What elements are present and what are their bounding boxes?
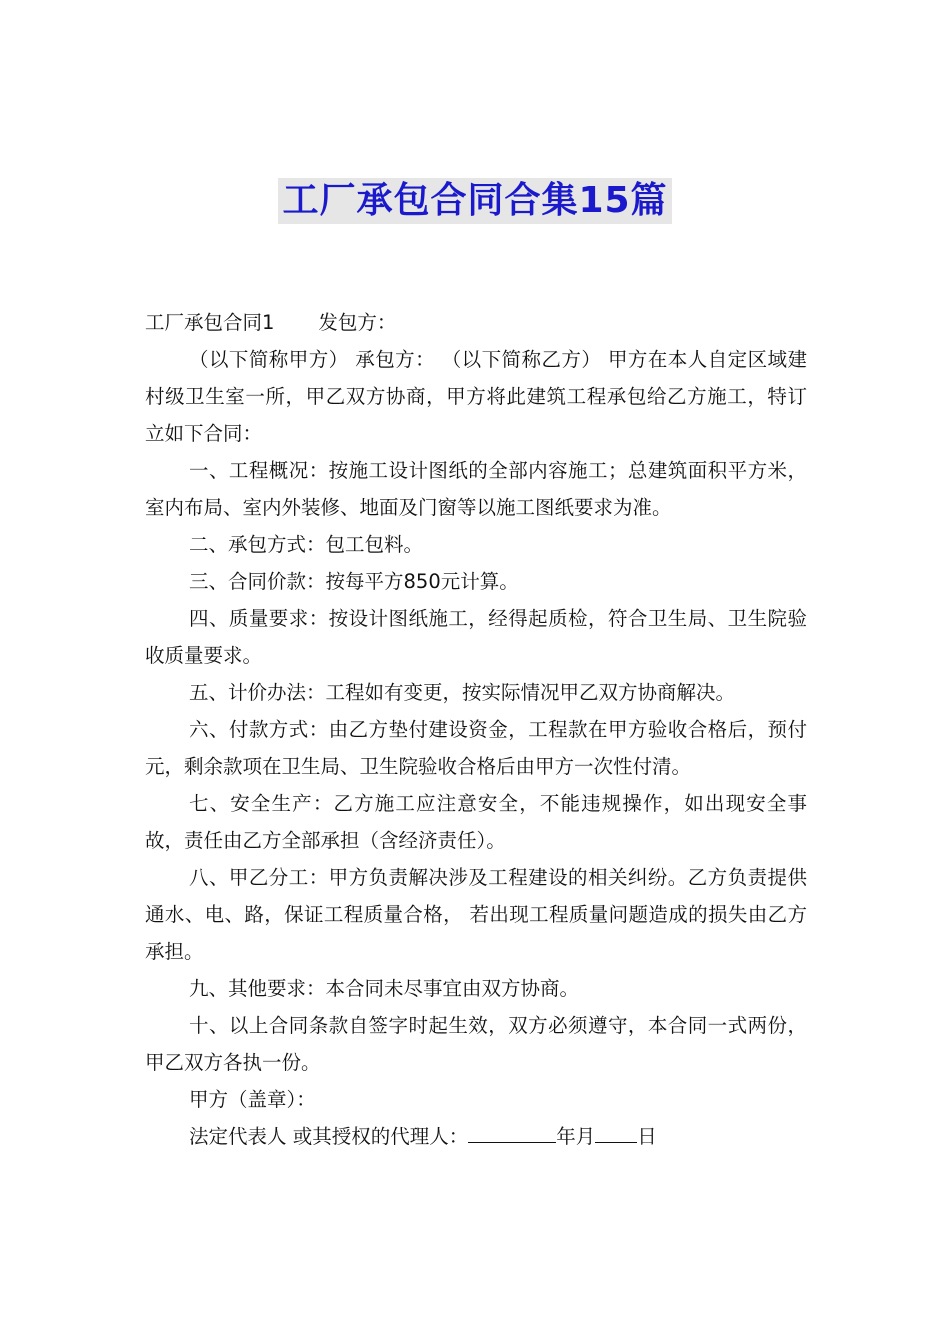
paragraph-clause-2: 二、承包方式：包工包料。 <box>189 533 424 556</box>
month-label: 年月 <box>556 1125 596 1148</box>
day-label: 日 <box>637 1125 657 1148</box>
paragraph-clause-3: 三、合同价款：按每平方850元计算。 <box>189 570 519 593</box>
heading-line <box>145 304 807 341</box>
paragraph-clause-6: 六、付款方式：由乙方垫付建设资金，工程款在甲方验收合格后，预付 元，剩余款项在卫生局、卫生院验收合格后由甲方一次性付清。 <box>145 718 807 778</box>
signature-prefix: 法定代表人 或其授权的代理人： <box>189 1125 469 1148</box>
issuer-label: 发包方： <box>318 311 397 334</box>
document-title: 工厂承包合同合集15篇 <box>278 178 671 224</box>
paragraph-clause-4: 四、质量要求：按设计图纸施工，经得起质检，符合卫生局、卫生院验收质量要求。 <box>145 607 807 667</box>
paragraph-clause-9: 九、其他要求：本合同未尽事宜由双方协商。 <box>189 977 580 1000</box>
paragraph-clause-7: 七、安全生产：乙方施工应注意安全，不能违规操作，如出现安全事故，责任由乙方全部承担（含经济责任）。 <box>145 792 807 852</box>
document-body <box>145 304 807 1155</box>
paragraph-clause-8: 八、甲乙分工：甲方负责解决涉及工程建设的相关纠纷。乙方负责提供通水、电、路，保证工程质量合格， 若出现工程质量问题造成的损失由乙方承担。 <box>145 866 807 963</box>
paragraph-clause-1: 一、工程概况：按施工设计图纸的全部内容施工；总建筑面积平方米，室内布局、室内外装修、地面及门窗等以施工图纸要求为准。 <box>145 459 807 519</box>
title-container <box>0 178 950 224</box>
party-a-seal-line: 甲方（盖章）： <box>189 1088 316 1111</box>
signature-line <box>145 1118 807 1155</box>
day-blank <box>595 1120 637 1143</box>
contract-label: 工厂承包合同1 <box>145 311 275 334</box>
year-blank <box>468 1120 556 1143</box>
paragraph-intro: （以下简称甲方） 承包方： （以下简称乙方） 甲方在本人自定区域建村级卫生室一所，甲乙双方协商，甲方将此建筑工程承包给乙方施工，特订立如下合同： <box>145 348 807 445</box>
paragraph-clause-10: 十、以上合同条款自签字时起生效，双方必须遵守，本合同一式两份，甲乙双方各执一份。 <box>145 1014 807 1074</box>
paragraph-clause-5: 五、计价办法：工程如有变更，按实际情况甲乙双方协商解决。 <box>189 681 736 704</box>
